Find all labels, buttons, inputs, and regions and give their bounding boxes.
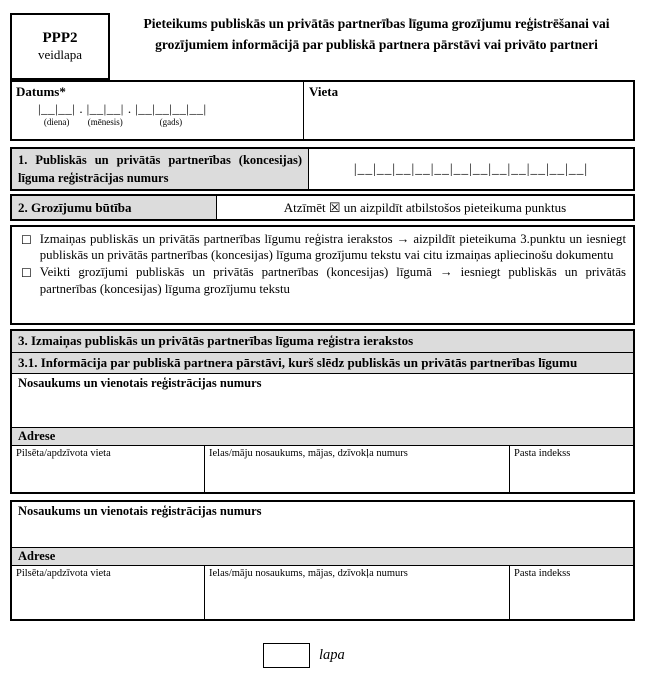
date-day-cells[interactable]: |__|__| bbox=[38, 101, 76, 116]
partner2-address-columns bbox=[12, 566, 633, 619]
options-table bbox=[10, 225, 635, 325]
section3-heading: 3. Izmaiņas publiskās un privātās partnerības līguma reģistra ierakstos bbox=[12, 331, 633, 353]
partner2-city-field[interactable] bbox=[12, 566, 205, 619]
date-label: Datums* bbox=[16, 84, 66, 99]
date-day-label: (diena) bbox=[43, 117, 70, 127]
partner1-street-field[interactable] bbox=[205, 446, 510, 492]
partner1-city-field[interactable] bbox=[12, 446, 205, 492]
date-month-label: (mēnesis) bbox=[87, 117, 123, 127]
option-text: Veikti grozījumi publiskās un privātās partnerības (koncesijas) līgumā → iesniegt publiskās un privātās partnerības (koncesijas) līguma grozījumu tekstu bbox=[39, 265, 626, 296]
registration-number-cells[interactable]: |__|__|__|__|__|__|__|__|__|__|__|__| bbox=[353, 161, 589, 176]
form-page bbox=[10, 13, 635, 668]
date-month-cells[interactable]: |__|__| bbox=[86, 101, 124, 116]
date-year-cells[interactable]: |__|__|__|__| bbox=[135, 101, 207, 116]
partner2-postal-code-field[interactable] bbox=[510, 566, 633, 619]
partner1-name-label: Nosaukums un vienotais reģistrācijas numurs bbox=[18, 376, 262, 390]
form-code-type: veidlapa bbox=[37, 47, 83, 62]
partner2-name-field[interactable] bbox=[12, 502, 633, 548]
date-boxes bbox=[38, 102, 299, 127]
street-column-label: Ielas/māju nosaukums, mājas, dzīvokļa numurs bbox=[209, 568, 408, 579]
section2-instruction: Atzīmēt ☒ un aizpildīt atbilstošos pieteikuma punktus bbox=[283, 199, 567, 215]
page-label: lapa bbox=[319, 647, 345, 663]
registration-number-field[interactable] bbox=[309, 149, 633, 189]
partner2-name-label: Nosaukums un vienotais reģistrācijas numurs bbox=[18, 504, 262, 518]
option-row-register-changes bbox=[19, 231, 626, 263]
section2-label: 2. Grozījumu būtība bbox=[12, 196, 217, 219]
street-column-label: Ielas/māju nosaukums, mājas, dzīvokļa numurs bbox=[209, 448, 408, 459]
place-cell[interactable] bbox=[304, 82, 633, 139]
date-year-group[interactable] bbox=[135, 102, 207, 127]
page-footer bbox=[263, 643, 635, 668]
date-place-table bbox=[10, 80, 635, 141]
option-row-contract-amendments bbox=[19, 264, 626, 296]
checkbox-icon[interactable]: ☐ bbox=[21, 266, 32, 281]
date-cell[interactable] bbox=[12, 82, 304, 139]
partner1-postal-code-field[interactable] bbox=[510, 446, 633, 492]
partner2-address-header: Adrese bbox=[12, 548, 633, 566]
option-text: Izmaiņas publiskās un privātās partnerības līgumu reģistra ierakstos → aizpildīt pieteikuma 3.punktu un iesniegt publiskās un privātās partnerības (koncesijas) līguma grozījumu tekstu vai citu izmaiņas apliecinošu dokumentu bbox=[39, 232, 626, 263]
section1-table bbox=[10, 147, 635, 191]
section3-table bbox=[10, 329, 635, 494]
date-year-label: (gads) bbox=[159, 117, 183, 127]
form-code: PPP2 bbox=[42, 30, 78, 46]
form-header bbox=[10, 13, 635, 80]
page-number-field[interactable] bbox=[263, 643, 310, 668]
partner1-address-header: Adrese bbox=[12, 428, 633, 446]
date-month-group[interactable] bbox=[87, 102, 124, 127]
form-title: Pieteikums publiskās un privātās partnerības līguma grozījumu reģistrēšanai vai grozījumiem informācijā par publiskā partnera pārstāvi vai privāto partneri bbox=[143, 16, 610, 52]
partner1-name-field[interactable] bbox=[12, 374, 633, 428]
date-separator: . bbox=[79, 101, 83, 116]
partner2-table bbox=[10, 500, 635, 621]
section3-1-heading: 3.1. Informācija par publiskā partnera pārstāvi, kurš slēdz publiskās un privātās partnerības līgumu bbox=[12, 353, 633, 375]
section2-table bbox=[10, 194, 635, 221]
partner1-address-columns bbox=[12, 446, 633, 492]
city-column-label: Pilsēta/apdzīvota vieta bbox=[16, 448, 111, 459]
place-label: Vieta bbox=[309, 84, 339, 99]
section1-label: 1. Publiskās un privātās partnerības (koncesijas) līguma reģistrācijas numurs bbox=[12, 149, 309, 189]
date-day-group[interactable] bbox=[38, 102, 75, 127]
checkbox-icon[interactable]: ☐ bbox=[21, 233, 32, 247]
postal-code-column-label: Pasta indekss bbox=[514, 448, 571, 459]
date-separator: . bbox=[127, 101, 132, 116]
form-code-box bbox=[10, 13, 110, 80]
partner2-street-field[interactable] bbox=[205, 566, 510, 619]
postal-code-column-label: Pasta indekss bbox=[514, 568, 571, 579]
city-column-label: Pilsēta/apdzīvota vieta bbox=[16, 568, 111, 579]
